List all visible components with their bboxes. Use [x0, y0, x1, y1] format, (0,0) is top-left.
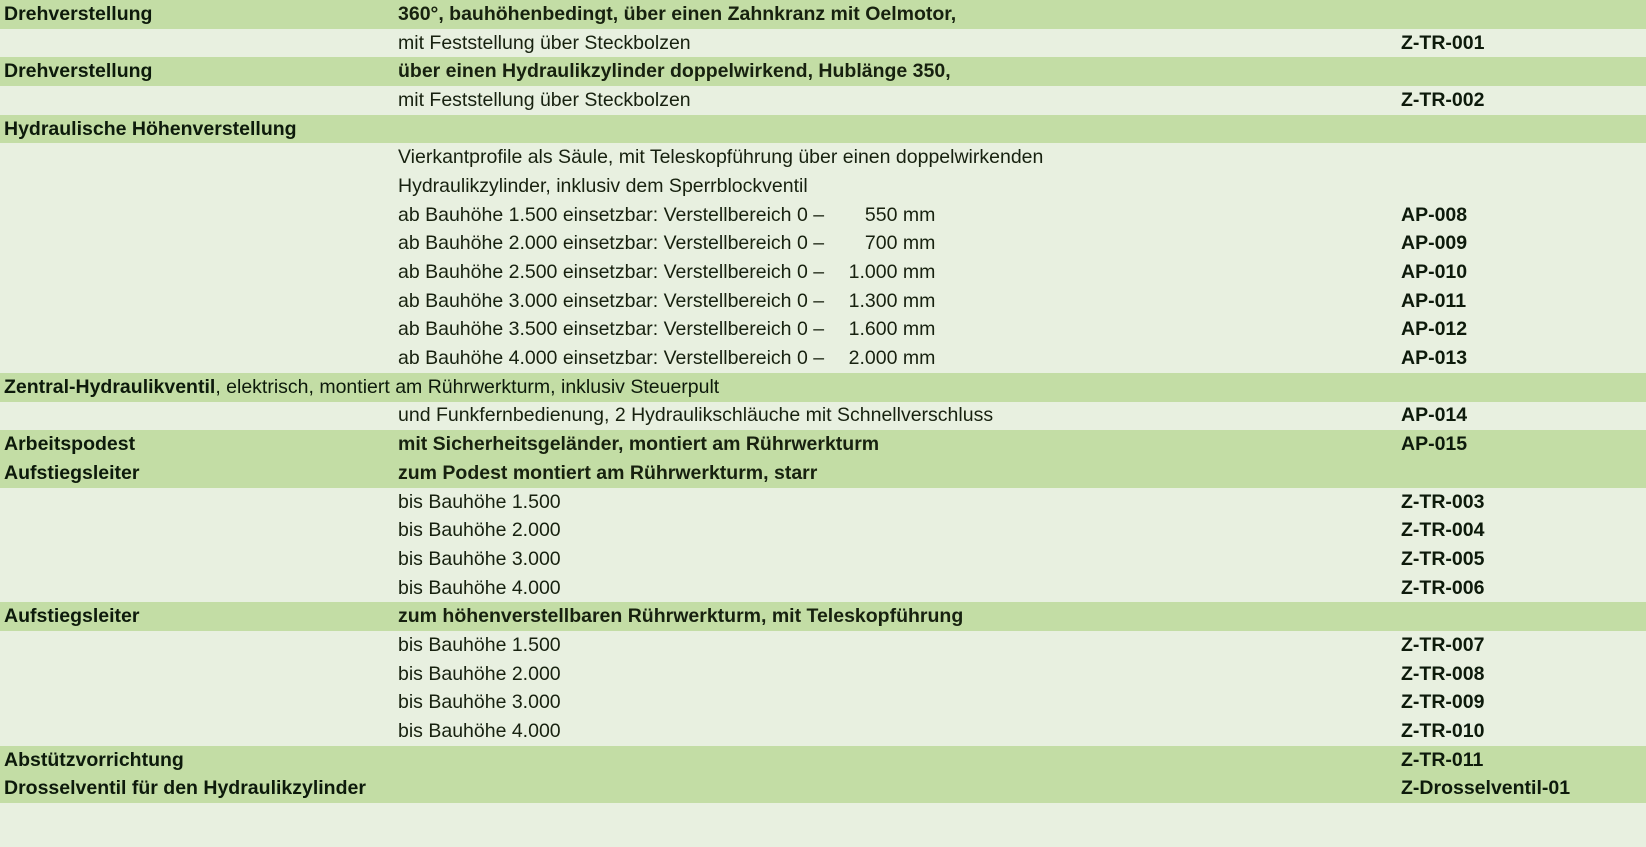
- measurement-label: ab Bauhöhe 3.500 einsetzbar: Verstellbereich 0 –: [398, 318, 830, 341]
- row-article-code: Z-TR-009: [1401, 691, 1485, 714]
- measurement-line: [398, 347, 935, 370]
- measurement-label: ab Bauhöhe 2.000 einsetzbar: Verstellbereich 0 –: [398, 232, 830, 255]
- table-row: [0, 143, 1646, 172]
- table-row: [0, 115, 1646, 144]
- table-row: [0, 602, 1646, 631]
- table-row: [0, 574, 1646, 603]
- measurement-unit: mm: [897, 318, 936, 341]
- measurement-value: 1.600: [848, 318, 898, 341]
- row-description-cell: mit Feststellung über Steckbolzen: [398, 31, 691, 54]
- table-row: [0, 230, 1646, 259]
- row-article-code: AP-015: [1401, 433, 1468, 456]
- row-name-cell: Drosselventil für den Hydraulikzylinder: [4, 777, 366, 800]
- row-description-cell: bis Bauhöhe 4.000: [398, 720, 561, 743]
- measurement-line: [398, 232, 935, 255]
- row-article-code: Z-TR-001: [1401, 31, 1485, 54]
- table-row: [0, 689, 1646, 718]
- row-article-code: Z-Drosselventil-01: [1401, 777, 1571, 800]
- table-row: [0, 717, 1646, 746]
- table-row: [0, 459, 1646, 488]
- row-name-cell: Abstützvorrichtung: [4, 748, 184, 771]
- table-row: [0, 660, 1646, 689]
- row-description-cell: bis Bauhöhe 2.000: [398, 662, 561, 685]
- row-name-cell: Drehverstellung: [4, 60, 153, 83]
- measurement-unit: mm: [897, 347, 936, 370]
- measurement-line: [398, 318, 935, 341]
- row-article-code: AP-010: [1401, 261, 1468, 284]
- row-description-cell: [398, 232, 1370, 255]
- row-description-cell: [398, 318, 1370, 341]
- row-description-cell: mit Feststellung über Steckbolzen: [398, 88, 691, 111]
- table-row: [0, 545, 1646, 574]
- measurement-line: [398, 261, 935, 284]
- table-row: [0, 0, 1646, 29]
- table-row: [0, 373, 1646, 402]
- row-description-cell: zum höhenverstellbaren Rührwerkturm, mit Teleskopführung: [398, 605, 964, 628]
- table-row: [0, 402, 1646, 431]
- row-article-code: Z-TR-010: [1401, 720, 1485, 743]
- table-row: [0, 57, 1646, 86]
- measurement-value: 1.300: [848, 289, 898, 312]
- row-name-cell: Aufstiegsleiter: [4, 605, 140, 628]
- table-row: [0, 430, 1646, 459]
- measurement-value: 2.000: [848, 347, 898, 370]
- row-article-code: AP-009: [1401, 232, 1468, 255]
- row-article-code: Z-TR-011: [1401, 748, 1484, 771]
- table-row: [0, 775, 1646, 804]
- row-article-code: AP-011: [1401, 289, 1467, 312]
- table-row: [0, 258, 1646, 287]
- row-name-segment: , elektrisch, montiert am Rührwerkturm, inklusiv Steuerpult: [215, 375, 720, 398]
- measurement-value: 550: [864, 203, 898, 226]
- row-description-cell: bis Bauhöhe 2.000: [398, 519, 561, 542]
- row-name-segment: Zentral-Hydraulikventil: [4, 375, 216, 398]
- measurement-label: ab Bauhöhe 2.500 einsetzbar: Verstellbereich 0 –: [398, 261, 830, 284]
- measurement-label: ab Bauhöhe 1.500 einsetzbar: Verstellbereich 0 –: [398, 203, 830, 226]
- row-description-cell: [398, 204, 1370, 227]
- measurement-line: [398, 290, 935, 313]
- row-article-code: Z-TR-005: [1401, 547, 1485, 570]
- row-article-code: Z-TR-002: [1401, 88, 1485, 111]
- row-description-cell: [398, 347, 1370, 370]
- row-description-cell: [398, 261, 1370, 284]
- measurement-unit: mm: [897, 261, 936, 284]
- table-row: [0, 172, 1646, 201]
- measurement-unit: mm: [897, 203, 936, 226]
- row-description-cell: Hydraulikzylinder, inklusiv dem Sperrblockventil: [398, 174, 808, 197]
- table-row: [0, 316, 1646, 345]
- row-description-cell: zum Podest montiert am Rührwerkturm, starr: [398, 461, 818, 484]
- row-description-cell: bis Bauhöhe 4.000: [398, 576, 561, 599]
- row-article-code: AP-013: [1401, 347, 1468, 370]
- row-article-code: Z-TR-006: [1401, 576, 1485, 599]
- row-name-cell: Hydraulische Höhenverstellung: [4, 117, 297, 140]
- measurement-label: ab Bauhöhe 4.000 einsetzbar: Verstellbereich 0 –: [398, 347, 830, 370]
- row-article-code: AP-012: [1401, 318, 1468, 341]
- measurement-unit: mm: [897, 232, 936, 255]
- row-description-cell: bis Bauhöhe 3.000: [398, 547, 561, 570]
- row-description-cell: Vierkantprofile als Säule, mit Teleskopführung über einen doppelwirkenden: [398, 146, 1044, 169]
- table-row: [0, 287, 1646, 316]
- row-article-code: Z-TR-003: [1401, 490, 1485, 513]
- row-article-code: AP-014: [1401, 404, 1468, 427]
- row-description-cell: über einen Hydraulikzylinder doppelwirkend, Hublänge 350,: [398, 60, 951, 83]
- table-row: [0, 488, 1646, 517]
- row-article-code: Z-TR-004: [1401, 519, 1485, 542]
- row-article-code: AP-008: [1401, 203, 1468, 226]
- row-description-cell: und Funkfernbedienung, 2 Hydraulikschläuche mit Schnellverschluss: [398, 404, 994, 427]
- measurement-value: 700: [864, 232, 898, 255]
- row-description-cell: bis Bauhöhe 1.500: [398, 633, 561, 656]
- table-row: [0, 516, 1646, 545]
- table-row: [0, 29, 1646, 58]
- row-article-code: Z-TR-008: [1401, 662, 1485, 685]
- table-row: [0, 201, 1646, 230]
- row-description-cell: [398, 290, 1370, 313]
- row-description-cell: mit Sicherheitsgeländer, montiert am Rührwerkturm: [398, 433, 880, 456]
- table-row: [0, 631, 1646, 660]
- row-name-cell: Arbeitspodest: [4, 433, 136, 456]
- measurement-unit: mm: [897, 289, 936, 312]
- row-description-cell: bis Bauhöhe 3.000: [398, 691, 561, 714]
- row-name-cell: [0, 376, 1370, 399]
- table-row: [0, 746, 1646, 775]
- measurement-line: [398, 204, 935, 227]
- row-description-cell: bis Bauhöhe 1.500: [398, 490, 561, 513]
- row-name-cell: Aufstiegsleiter: [4, 461, 140, 484]
- row-description-cell: 360°, bauhöhenbedingt, über einen Zahnkranz mit Oelmotor,: [398, 2, 957, 25]
- row-name-cell: Drehverstellung: [4, 2, 153, 25]
- measurement-label: ab Bauhöhe 3.000 einsetzbar: Verstellbereich 0 –: [398, 289, 830, 312]
- measurement-value: 1.000: [848, 261, 898, 284]
- table-row: [0, 86, 1646, 115]
- row-article-code: Z-TR-007: [1401, 633, 1485, 656]
- table-row: [0, 344, 1646, 373]
